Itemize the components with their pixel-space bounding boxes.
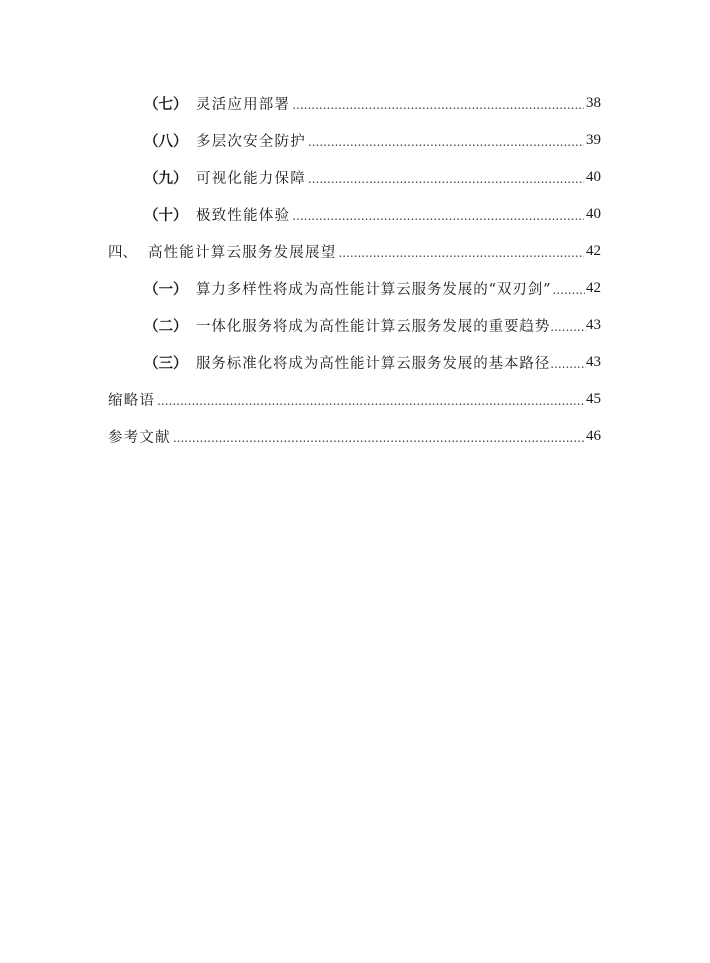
dot-leader [292,98,584,112]
toc-entry-page: 46 [586,427,601,444]
toc-entry-7[interactable] [146,88,601,118]
toc-entry-title: 服务标准化将成为高性能计算云服务发展的基本路径 [196,355,551,372]
toc-entry-page: 45 [586,390,601,407]
toc-entry-page: 40 [586,168,601,185]
toc-entry-number: （九） [144,169,188,187]
toc-entry-title: 高性能计算云服务发展展望 [148,244,337,261]
toc-entry-page: 40 [586,205,601,222]
dot-leader [308,135,584,149]
toc-entry-page: 39 [586,131,601,148]
toc-entry-title: 极致性能体验 [196,207,291,224]
dot-leader [157,394,584,408]
toc-entry-page: 43 [586,316,601,333]
toc-entry-title: 缩略语 [108,392,156,409]
toc-entry-abbreviations[interactable] [108,384,601,414]
toc-entry-title: 可视化能力保障 [196,170,306,187]
dot-leader [338,246,584,260]
toc-entry-page: 42 [586,279,601,296]
toc-entry-page: 43 [586,353,601,370]
dot-leader [308,172,584,186]
toc-entry-9[interactable] [146,162,601,192]
dot-leader [550,320,586,334]
toc-entry-10[interactable] [146,199,601,229]
toc-entry-4-3[interactable] [146,347,601,377]
toc-entry-number: （十） [144,206,188,224]
toc-entry-title: 一体化服务将成为高性能计算云服务发展的重要趋势 [196,318,551,335]
toc-entry-chapter-4[interactable] [108,236,601,266]
toc-entry-number: （八） [144,132,188,150]
toc-entry-page: 42 [586,242,601,259]
toc-entry-4-2[interactable] [146,310,601,340]
toc-entry-title: 算力多样性将成为高性能计算云服务发展的“双刃剑” [196,281,552,298]
dot-leader [292,209,584,223]
toc-entry-title: 灵活应用部署 [196,96,291,113]
toc-entry-4-1[interactable] [146,273,601,303]
toc-entry-page: 38 [586,94,601,111]
dot-leader [550,357,586,371]
dot-leader [552,283,585,297]
toc-entry-number: （二） [144,317,188,335]
toc-entry-title: 参考文献 [108,429,171,446]
toc-entry-number: （七） [144,95,188,113]
toc-entry-number: （一） [144,280,188,298]
toc-entry-8[interactable] [146,125,601,155]
toc-entry-number: 四、 [108,244,137,261]
toc-entry-references[interactable] [108,421,601,451]
dot-leader [173,431,584,445]
toc-entry-number: （三） [144,354,188,372]
toc-entry-title: 多层次安全防护 [196,133,306,150]
